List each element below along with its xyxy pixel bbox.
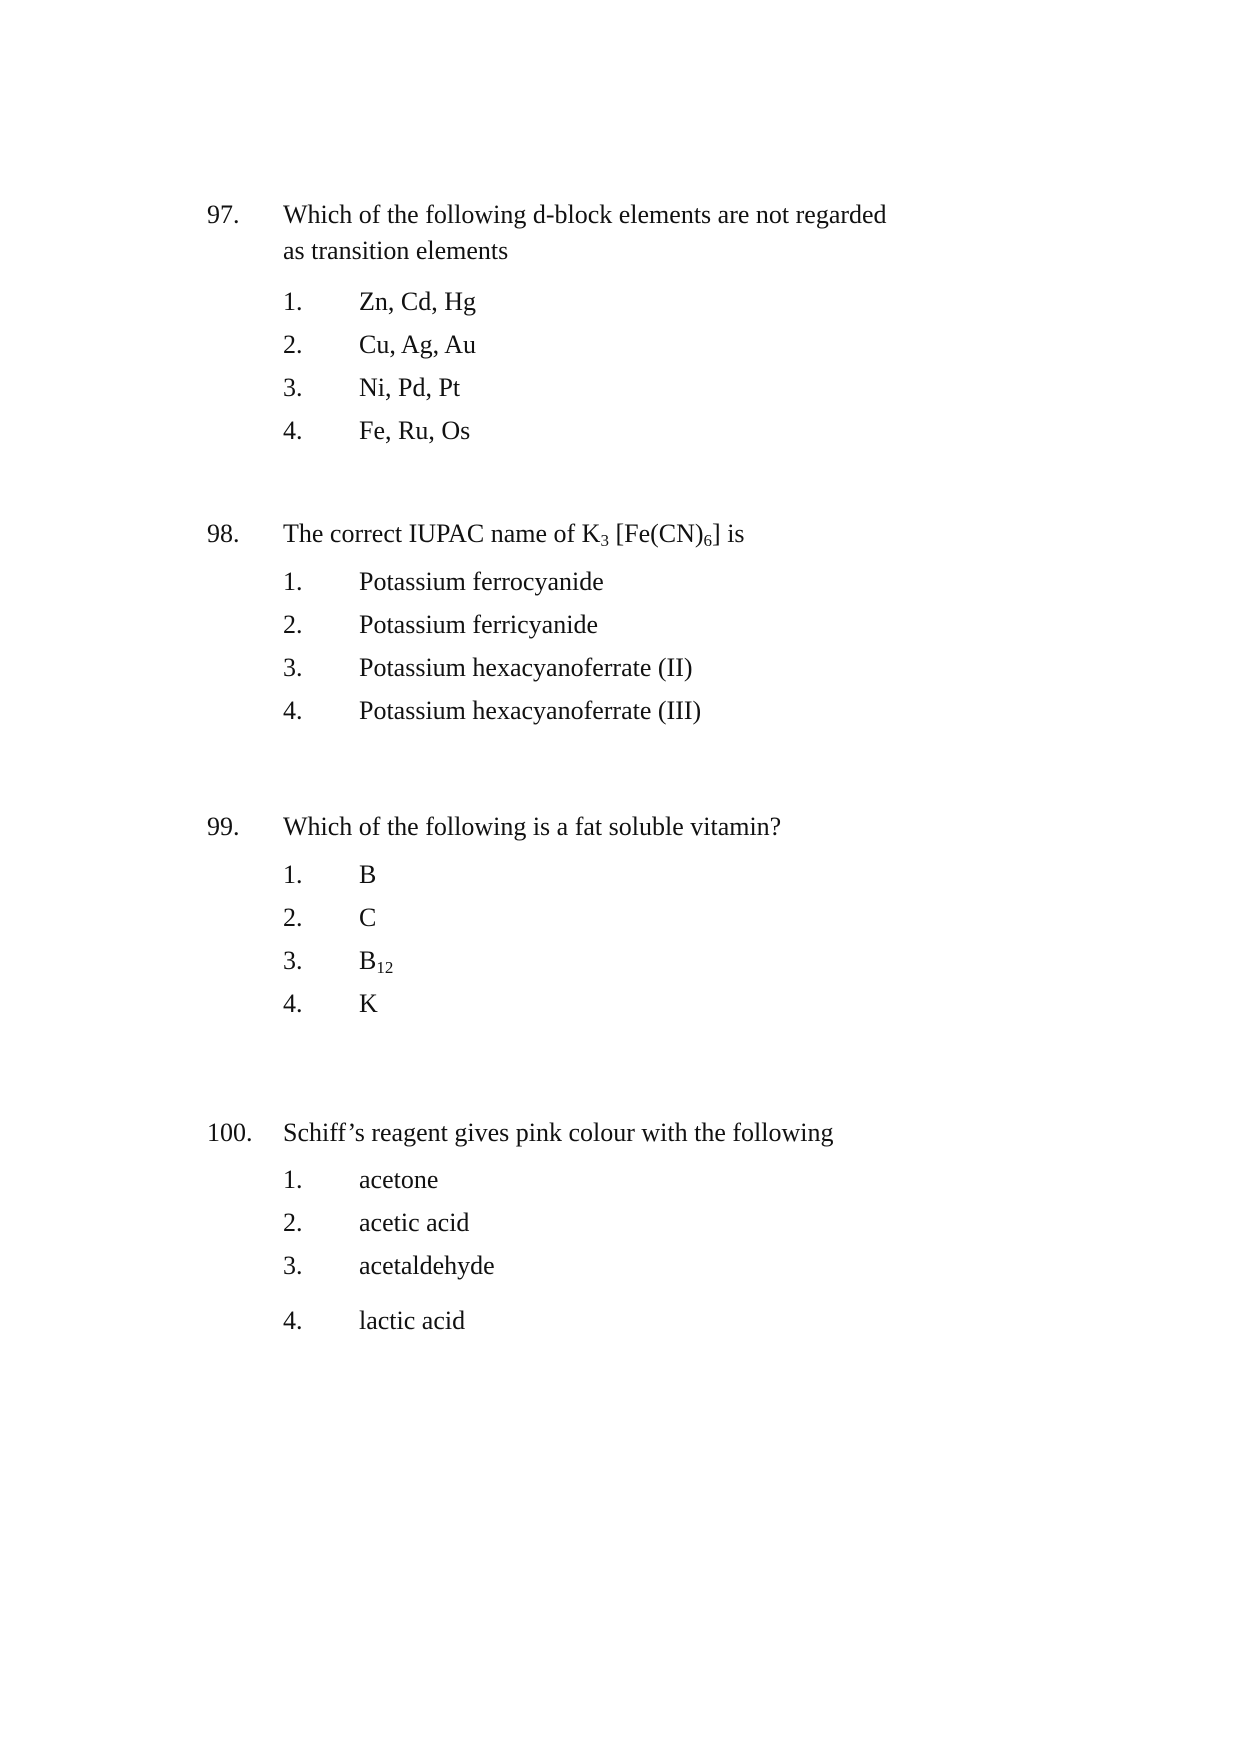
option-number: 4.: [283, 416, 303, 445]
option-number: 4.: [283, 989, 303, 1018]
option-text: Ni, Pd, Pt: [359, 373, 461, 402]
option-2: [0, 1205, 1241, 1241]
option-text: [359, 943, 393, 979]
option-4: [0, 1303, 1241, 1339]
question-text: [283, 197, 983, 269]
subscript: 12: [376, 958, 394, 977]
option-3: [0, 370, 1241, 406]
option-text: Potassium ferrocyanide: [359, 567, 604, 596]
option-number: 2.: [283, 1208, 303, 1237]
option-text: Fe, Ru, Os: [359, 416, 471, 445]
subscript: 6: [703, 531, 713, 550]
option-text: acetic acid: [359, 1208, 470, 1237]
subscript: 3: [600, 531, 609, 550]
option-text: B: [359, 860, 377, 889]
question-text-line: as transition elements: [283, 236, 509, 265]
question-text: Which of the following is a fat soluble vitamin?: [283, 812, 782, 841]
option-1: [0, 564, 1241, 600]
option-text: lactic acid: [359, 1306, 466, 1335]
option-2: [0, 900, 1241, 936]
question-text-part: ] is: [712, 519, 745, 548]
question-text-part: The correct IUPAC name of K: [283, 519, 601, 548]
option-number: 2.: [283, 903, 303, 932]
option-4: [0, 986, 1241, 1022]
option-text: Cu, Ag, Au: [359, 330, 477, 359]
option-number: 3.: [283, 946, 303, 975]
question-text: Schiff’s reagent gives pink colour with the following: [283, 1118, 834, 1147]
question-text-line: Which of the following d-block elements are not regarded: [283, 200, 887, 229]
option-number: 3.: [283, 1251, 303, 1280]
option-number: 1.: [283, 567, 303, 596]
option-number: 2.: [283, 330, 303, 359]
option-1: [0, 284, 1241, 320]
option-number: 3.: [283, 373, 303, 402]
option-text: Potassium ferricyanide: [359, 610, 598, 639]
option-text: Zn, Cd, Hg: [359, 287, 476, 316]
option-text: acetaldehyde: [359, 1251, 495, 1280]
question-number: 100.: [207, 1118, 253, 1147]
question-number: 97.: [207, 200, 240, 229]
option-number: 3.: [283, 653, 303, 682]
option-text: Potassium hexacyanoferrate (III): [359, 696, 702, 725]
question-text-part: [Fe(CN): [608, 519, 704, 548]
option-2: [0, 607, 1241, 643]
option-text: C: [359, 903, 377, 932]
question-number: 99.: [207, 812, 240, 841]
option-1: [0, 1162, 1241, 1198]
option-number: 1.: [283, 1165, 303, 1194]
option-number: 4.: [283, 696, 303, 725]
question-text: [283, 516, 983, 552]
option-number: 1.: [283, 860, 303, 889]
option-3: [0, 943, 1241, 979]
option-4: [0, 413, 1241, 449]
option-2: [0, 327, 1241, 363]
option-text: acetone: [359, 1165, 439, 1194]
option-number: 4.: [283, 1306, 303, 1335]
option-number: 2.: [283, 610, 303, 639]
option-3: [0, 1248, 1241, 1284]
option-3: [0, 650, 1241, 686]
option-4: [0, 693, 1241, 729]
option-text: K: [359, 989, 378, 1018]
option-1: [0, 857, 1241, 893]
option-number: 1.: [283, 287, 303, 316]
question-number: 98.: [207, 519, 240, 548]
option-text-main: B: [359, 946, 377, 975]
option-text: Potassium hexacyanoferrate (II): [359, 653, 693, 682]
